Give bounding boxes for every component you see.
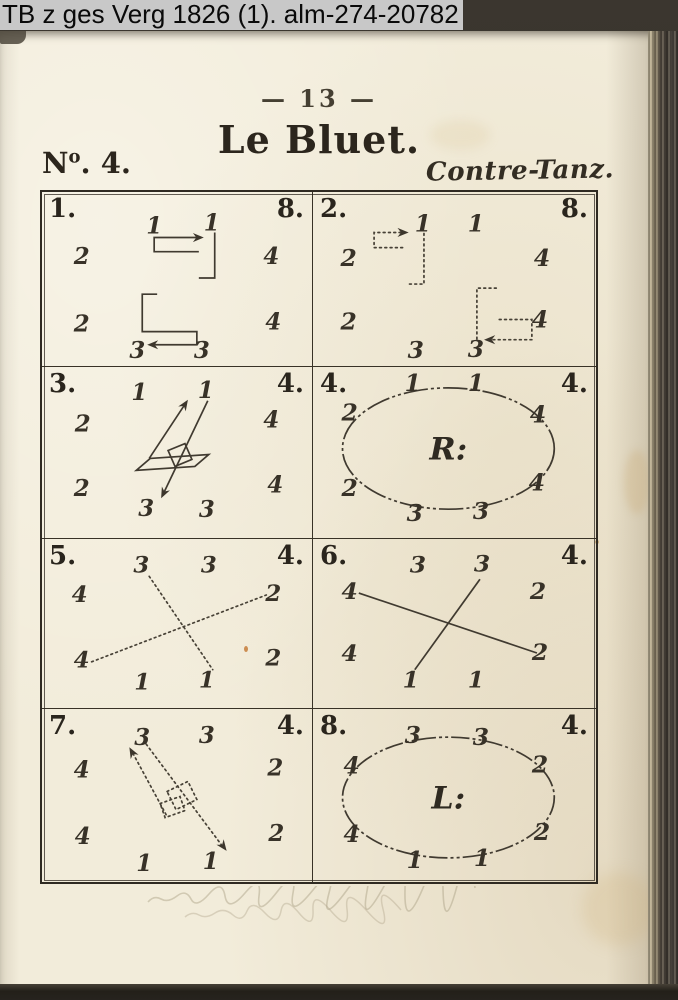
dancer-position: 2 [340, 243, 357, 272]
dancer-position: 3 [473, 550, 491, 578]
dancer-position: 2 [529, 578, 547, 605]
page-number: — 13 — [260, 84, 378, 113]
dancer-position: 3 [472, 498, 490, 526]
cell-number-label: 3. [49, 369, 77, 399]
dancer-position: 3 [193, 336, 210, 364]
dancer-position: 4 [529, 401, 547, 429]
dancer-position: 4 [533, 243, 551, 272]
dotted-diagonal-path [146, 744, 223, 848]
dancer-position: 4 [531, 305, 549, 334]
diagonal-path [163, 401, 208, 494]
cell-bar-count: 4. [276, 711, 304, 741]
dancer-position: 1 [197, 377, 214, 404]
dancer-position: 1 [134, 669, 151, 696]
zigzag-path [154, 238, 201, 252]
dancer-position: 3 [407, 335, 424, 364]
dancer-position: 1 [202, 847, 219, 875]
dancer-position: 3 [198, 722, 215, 750]
dancer-position: 3 [129, 336, 146, 364]
handwriting-stroke [148, 886, 475, 911]
dancer-position: 3 [409, 551, 427, 579]
photo-bottom-edge [0, 984, 678, 1000]
dancer-position: 4 [265, 308, 282, 336]
cross-line [415, 579, 480, 669]
paper-stain [624, 450, 650, 514]
dancer-position: 3 [138, 496, 155, 523]
dotted-diagonal-path [132, 752, 166, 814]
cell-bar-count: 8. [276, 194, 304, 224]
cell-bar-count: 8. [560, 194, 588, 224]
center-square [168, 444, 192, 467]
dancer-position: 1 [467, 666, 485, 694]
dancer-position: 1 [136, 849, 153, 877]
figure-number-sup: o [68, 146, 81, 168]
figure-number-label [42, 146, 131, 180]
figure-diagram-7 [42, 709, 312, 882]
figure-diagram-2 [313, 192, 596, 366]
image-title-bar [0, 0, 463, 30]
dancer-position: 4 [343, 752, 360, 780]
dotted-center-square [160, 797, 185, 818]
page-corner-shadow [0, 31, 26, 44]
figure-cell-6 [313, 539, 596, 709]
figure-grid [40, 190, 598, 884]
dotted-cross-line [92, 595, 267, 662]
cell-number-label: 2. [320, 194, 348, 224]
cell-bar-count: 4. [276, 541, 304, 571]
figure-cell-5 [42, 539, 313, 709]
dancer-position: 4 [263, 242, 280, 270]
zigzag-path [142, 294, 197, 345]
faint-handwriting [140, 886, 560, 930]
dancer-position: 1 [467, 209, 485, 238]
dancer-position: 1 [131, 379, 148, 406]
dancer-position: 1 [473, 845, 491, 872]
cell-number-label: 7. [49, 711, 77, 741]
dancer-position: 2 [531, 751, 549, 779]
dancer-position: 3 [467, 334, 485, 363]
dancer-position: 4 [71, 581, 88, 608]
figure-cell-1 [42, 192, 313, 367]
dancer-position: 2 [265, 581, 282, 607]
dancer-position: 1 [203, 209, 220, 237]
figure-cell-3 [42, 367, 313, 539]
cell-bar-count: 4. [276, 369, 304, 399]
dancer-position: 1 [198, 667, 215, 694]
dancer-position: 2 [268, 819, 285, 847]
cell-bar-count: 4. [560, 711, 588, 741]
rotation-direction-label: L: [431, 780, 466, 817]
dancer-position: 2 [74, 411, 91, 438]
dancer-position: 2 [340, 307, 357, 336]
figure-diagram-1 [42, 192, 312, 366]
dotted-cross-line [149, 576, 213, 669]
dancer-position: 3 [472, 724, 490, 752]
dancer-position: 2 [533, 818, 551, 846]
dancer-position: 2 [341, 399, 358, 427]
rotation-direction-label: R: [429, 431, 468, 468]
dancer-position: 2 [267, 754, 284, 782]
dancer-position: 2 [73, 476, 90, 503]
figure-diagram-6 [313, 539, 596, 708]
dotted-center-square [167, 781, 197, 809]
figure-number-rest: . 4. [80, 146, 131, 180]
dancer-position: 2 [265, 645, 282, 672]
dancer-position: 4 [528, 469, 546, 497]
dance-type-label: Contre-Tanz. [425, 154, 615, 188]
zigzag-path [199, 232, 215, 278]
dancer-position: 3 [200, 552, 217, 579]
figure-diagram-5 [42, 539, 312, 708]
dotted-zigzag-path [408, 233, 424, 284]
dancer-position: 3 [134, 724, 151, 752]
arrowhead-up-right [178, 397, 191, 411]
dancer-position: 3 [133, 552, 150, 579]
dancer-position: 1 [404, 370, 421, 397]
dancer-position: 4 [73, 756, 90, 784]
dancer-position: 1 [406, 847, 423, 874]
dancer-position: 3 [198, 497, 215, 524]
image-title: TB z ges Verg 1826 (1). alm-274-20782 [2, 0, 459, 29]
dancer-position: 1 [402, 666, 419, 694]
figure-cell-2 [313, 192, 596, 367]
figure-diagram-4 [313, 367, 596, 538]
dancer-position: 4 [267, 472, 284, 499]
figure-diagram-8 [313, 709, 596, 882]
dancer-position: 3 [406, 500, 423, 528]
dotted-zigzag-path [488, 319, 532, 339]
cell-number-label: 1. [49, 194, 77, 224]
book-fore-edge [648, 31, 678, 985]
figure-diagram-3 [42, 367, 312, 538]
cell-number-label: 8. [320, 711, 348, 741]
figure-cell-8 [313, 709, 596, 882]
dancer-position: 2 [531, 639, 549, 666]
cell-number-label: 4. [320, 369, 348, 399]
cell-bar-count: 4. [560, 369, 588, 399]
dancer-position: 4 [343, 820, 360, 848]
cell-bar-count: 4. [560, 541, 588, 571]
dancer-position: 4 [74, 822, 91, 850]
dancer-position: 2 [341, 475, 358, 503]
figure-number-n: N [42, 146, 69, 180]
dancer-position: 1 [467, 370, 485, 397]
dancer-position: 3 [404, 722, 421, 750]
cell-number-label: 5. [49, 541, 77, 571]
dancer-position: 4 [341, 640, 358, 667]
dancer-position: 2 [73, 242, 90, 270]
dancer-position: 4 [263, 407, 280, 434]
figure-cell-7 [42, 709, 313, 882]
figure-cell-4 [313, 367, 596, 539]
cell-number-label: 6. [320, 541, 348, 571]
dotted-zigzag-path [477, 288, 496, 340]
dancer-position: 1 [146, 212, 163, 240]
dancer-position: 4 [73, 647, 90, 674]
page-title: Le Bluet. [217, 117, 421, 162]
dancer-position: 4 [341, 578, 358, 605]
dancer-position: 2 [73, 310, 90, 338]
dancer-position: 1 [414, 209, 432, 238]
arrowhead-down-left [157, 486, 170, 500]
